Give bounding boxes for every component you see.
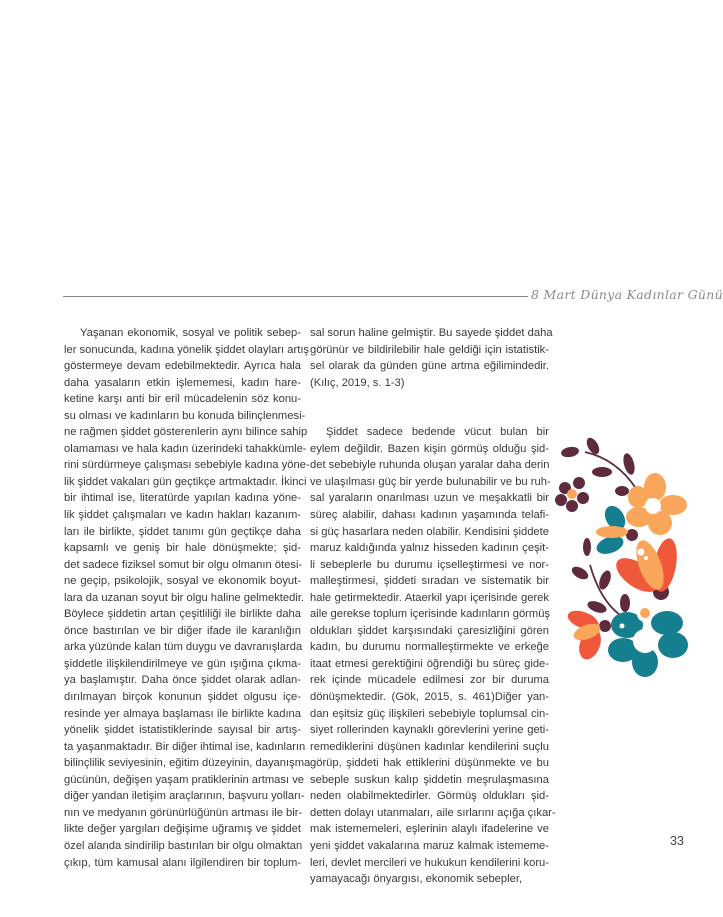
text-line: malleştirmesi, şiddeti sıradan ve sistematik bir [310,575,549,588]
text-line: yeni şiddet vakalarına maruz kalmak istememe- [310,839,549,852]
text-line: eylem değildir. Bazen kişin görmüş olduğu şid- [310,442,549,455]
text-line: arka yüzünde kalan tüm duygu ve davranışlarda [64,641,303,654]
text-line: Böylece şiddetin artan çeşitliliği ile birlikte daha [64,608,301,621]
text-line: görüp, şiddeti hak ettiklerini düşünmekte ve bu [310,757,549,770]
text-line: ta yaşanmaktadır. Bir diğer ihtimal ise, kadınların [64,740,306,753]
text-line: bilinçlilik seviyesinin, eğitim düzeyinin, dayanışma [64,757,311,770]
text-line: mak istememeleri, eşlerinin alaylı ifadelerine ve [310,823,549,836]
text-line: likte değer yargıları değişime uğramış ve şiddet [64,823,301,836]
text-line: ya başlamıştır. Daha önce şiddet olarak adlan- [64,674,301,687]
right-column [310,325,556,888]
text-line: diğer yandan iletişim araçlarının, başvuru yolları- [64,790,305,803]
text-line: kapsamlı ve geniş bir hale dönüşmekte; şid- [64,542,301,555]
text-line: leri, devlet mercileri ve hukukun kendilerini koru- [310,856,549,869]
text-line: det sadece fiziksel somut bir olgu olmanın ötesi- [64,558,303,571]
text-line: li sebeplerle bu durumu içselleştirmesi ve nor- [310,558,549,571]
text-line: rek içinde mücadele edilmesi zor bir duruma [310,674,549,687]
paragraph-gap [310,391,549,408]
text-line: sal yaraların onarılması uzun ve meşakkatli bir [310,492,549,505]
text-line: sel olarak da günden güne artma eğilimindedir. [310,360,549,373]
text-line: lik şiddet çalışmaları ve kadın hakları kazanım- [64,509,301,522]
text-line: ler sonucunda, kadına yönelik şiddet olayları artış [64,343,310,356]
text-line: hale getirmektedir. Ataerkil yapı içerisinde gerek [310,591,549,604]
text-line: gücünün, değişen yaşam pratiklerinin artması ve [64,773,305,786]
text-line: ne geçip, psikolojik, sosyal ve ekonomik boyut- [64,575,301,588]
text-line: siyet rollerinden kaynaklı görevlerini yerine geti- [310,724,549,737]
text-line: yamayacağı önyargısı, ekonomik sebepler, [310,873,523,886]
text-line: ve ulaşılması güç bir yerde bulunabilir ve bu ruh- [310,475,551,488]
text-line: oldukları şiddet karşısındaki çaresizliğini gören [310,624,549,637]
text-line: bir ihtimal ise, literatürde yapılan kadına yöne- [64,492,301,505]
header-rule [63,296,528,297]
text-line: sebeple suskun kalıp şiddetin meşrulaşmasına [310,773,549,786]
text-line: itaat etmesi gerektiğini öğrendiği bu süreç gide- [310,657,549,670]
text-line: kadın, bu durumu normalleştirmekte ve erkeğe [310,641,549,654]
text-line: dırılmayan birçok konunun şiddet olgusu içe- [64,691,301,704]
text-line: ketine karşı anti bir eril mücadelenin söz konu- [64,393,301,406]
page-number: 33 [670,834,684,848]
text-line: olamaması ve hala kadın üzerindeki tahakkümle- [64,442,307,455]
text-line: aile gerekse toplum içerisinde kadınların görmüş [310,608,551,621]
paragraph-gap [310,408,549,425]
text-line: sal sorun haline gelmiştir. Bu sayede şiddet daha [310,327,553,339]
text-line: ları ile birlikte, şiddet tanımı gün geçtikçe daha [64,525,301,538]
text-line: si güç hasarlara neden olabilir. Kendisini şiddete [310,525,549,538]
text-line: daha yasaların etkin işlememesi, kadın hare- [64,376,301,389]
text-line: rini sürdürmeye çalışması sebebiyle kadına yöne- [64,459,310,472]
text-line: nın ve medyanın görünürlüğünün artması ile bir- [64,806,303,819]
text-line: (Kılıç, 2019, s. 1-3) [310,376,405,389]
text-line: çıkıp, tüm kamusal alanı ilgilendiren bir toplum- [64,856,301,869]
text-line: şiddetle ilişkilendirilmeye ve gün ışığına çıkma- [64,657,301,670]
text-line: lara da uzanan soyut bir olgu haline gelmektedir. [64,591,305,604]
text-line: dönüşmektedir. (Gök, 2015, s. 461)Diğer yan- [310,691,549,704]
text-line: süreç alabilir, dahası kadının yaşamında telafi- [310,509,549,522]
text-line: maruz kaldığında yalnız hisseden kadının çeşit- [310,542,549,555]
left-column [64,325,311,871]
text-line: neden olabilmektedirler. Görmüş oldukları şid- [310,790,549,803]
text-line: görünür ve bildirilebilir hale geldiği için istatistik- [310,343,549,356]
floral-decoration [555,430,700,680]
text-line: önce bastırılan ve bir diğer ifade ile karanlığın [64,624,301,637]
text-line: Yaşanan ekonomik, sosyal ve politik sebep- [80,327,301,339]
text-line: göstermeye devam edebilmektedir. Ayrıca hala [64,360,301,373]
text-line: özel alanda sindirilip bastırılan bir olgu olmaktan [64,839,303,852]
text-line: lik şiddet vakaları gün geçtikçe artmaktadır. İkinci [64,475,307,488]
text-line: yönelik şiddet istatistiklerinde sayısal bir artış- [64,724,301,737]
text-line: ne rağmen şiddet gösterenlerin aynı bilince sahip [64,426,308,439]
text-line: dan eşitsiz güç ilişkileri sebebiyle toplumsal cin- [310,707,549,720]
text-line: Şiddet sadece bedende vücut bulan bir [326,426,549,439]
text-line: su olması ve kadınların bu konuda bilinçlenmesi- [64,409,306,422]
text-line: det sebebiyle ruhunda oluşan yaralar daha derin [310,459,550,472]
text-line: remediklerini düşünen kadınlar kendilerini suçlu [310,740,549,753]
text-line: resinde yer almaya başlaması ile birlikte kadına [64,707,301,720]
text-line: detten dolayı utanmaları, aile sırlarını açığa çıkar- [310,806,556,819]
running-title: 8 Mart Dünya Kadınlar Günü [531,287,723,302]
